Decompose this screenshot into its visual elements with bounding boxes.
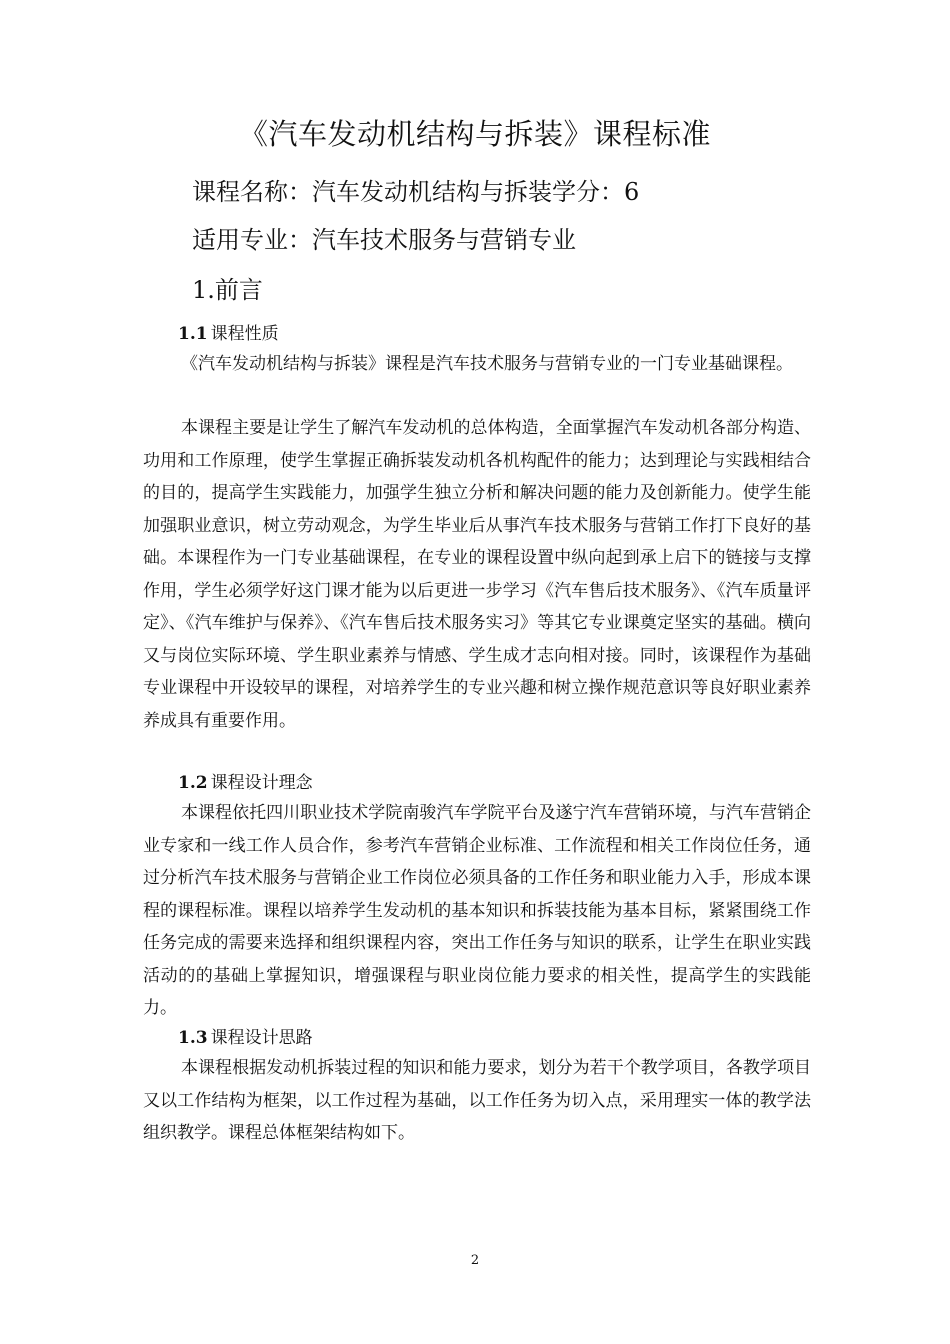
major-line: 适用专业：汽车技术服务与营销专业 bbox=[192, 226, 576, 254]
subsection-heading-1-1 bbox=[178, 319, 279, 344]
paragraph-course-nature: 《汽车发动机结构与拆装》课程是汽车技术服务与营销专业的一门专业基础课程。 bbox=[181, 354, 793, 374]
subsection-title: 课程性质 bbox=[210, 324, 279, 344]
paragraph-design-concept: 本课程依托四川职业技术学院南骏汽车学院平台及遂宁汽车营销环境，与汽车营销企业专家和一线工作人员合作，参考汽车营销企业标准、工作流程和相关工作岗位任务，通过分析汽车技术服务与营销企业工作岗位必须具备的工作任务和职业能力入手，形成本课程的课程标准。课程以培养学生发动机的基本知识和拆装技能为基本目标，紧紧围绕工作任务完成的需要来选择和组织课程内容，突出工作任务与知识的联系，让学生在职业实践活动的的基础上掌握知识，增强课程与职业岗位能力要求的相关性，提高学生的实践能力。 bbox=[143, 803, 811, 1018]
page-number: 2 bbox=[470, 1253, 480, 1268]
subsection-number: 1.1 bbox=[178, 324, 208, 344]
course-name-line: 课程名称：汽车发动机结构与拆装学分：6 bbox=[192, 178, 640, 206]
paragraph-course-goals: 本课程主要是让学生了解汽车发动机的总体构造，全面掌握汽车发动机各部分构造、功用和工作原理，使学生掌握正确拆装发动机各机构配件的能力；达到理论与实践相结合的目的，提高学生实践能力，加强学生独立分析和解决问题的能力及创新能力。使学生能加强职业意识，树立劳动观念，为学生毕业后从事汽车技术服务与营销工作打下良好的基础。本课程作为一门专业基础课程，在专业的课程设置中纵向起到承上启下的链接与支撑作用，学生必须学好这门课才能为以后更进一步学习《汽车售后技术服务》、《汽车质量评定》、《汽车维护与保养》、《汽车售后技术服务实习》等其它专业课奠定坚实的基础。横向又与岗位实际环境、学生职业素养与情感、学生成才志向相对接。同时，该课程作为基础专业课程中开设较早的课程，对培养学生的专业兴趣和树立操作规范意识等良好职业素养养成具有重要作用。 bbox=[143, 418, 811, 731]
subsection-number: 1.2 bbox=[178, 773, 208, 793]
document-title: 《汽车发动机结构与拆装》课程标准 bbox=[238, 117, 711, 151]
subsection-number: 1.3 bbox=[178, 1028, 208, 1048]
subsection-title: 课程设计理念 bbox=[210, 773, 313, 793]
subsection-heading-1-3 bbox=[178, 1023, 313, 1048]
paragraph-design-approach: 本课程根据发动机拆装过程的知识和能力要求，划分为若干个教学项目，各教学项目又以工作结构为框架，以工作过程为基础，以工作任务为切入点，采用理实一体的教学法组织教学。课程总体框架结构如下。 bbox=[143, 1058, 811, 1143]
subsection-heading-1-2 bbox=[178, 768, 313, 793]
subsection-title: 课程设计思路 bbox=[210, 1028, 313, 1048]
section-heading-preface: 1.前言 bbox=[192, 276, 263, 304]
